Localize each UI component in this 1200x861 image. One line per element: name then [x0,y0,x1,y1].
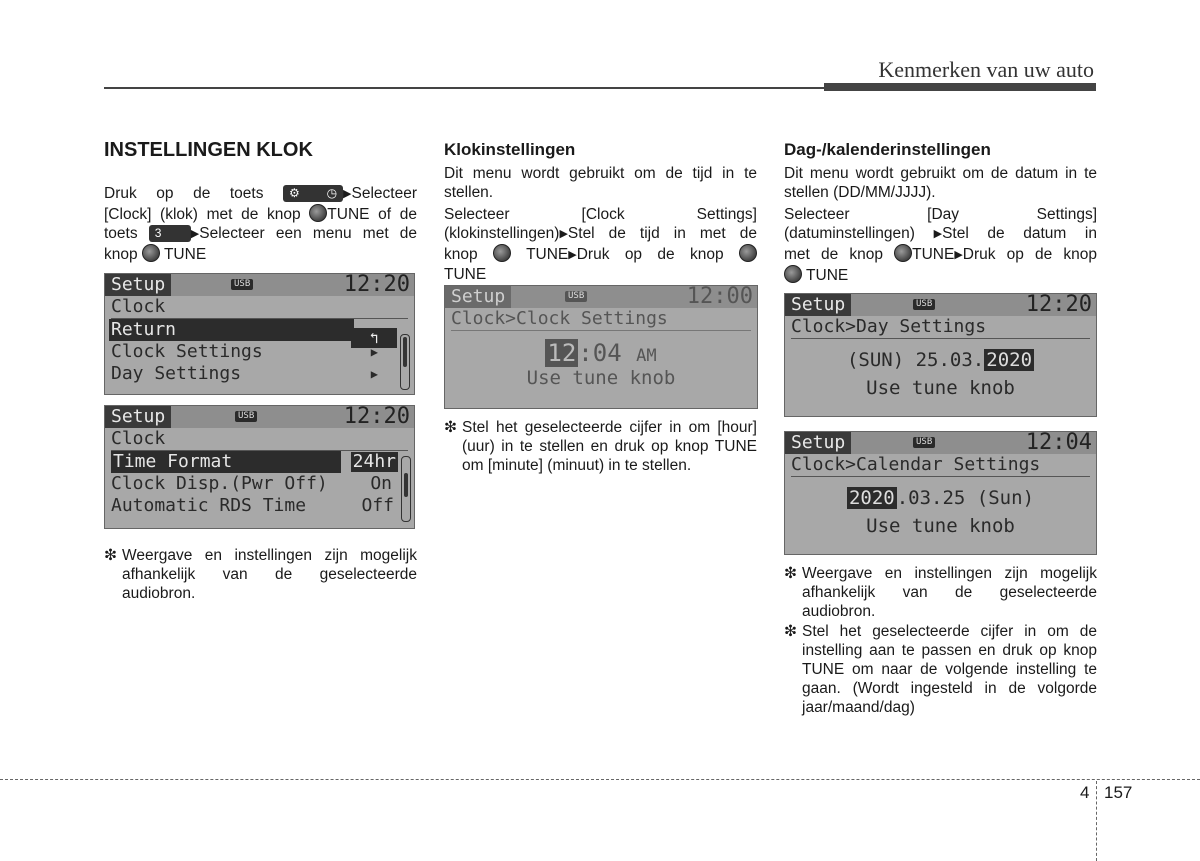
section-heading: Klokinstellingen [444,140,576,159]
section-heading: Dag-/kalenderinstellingen [784,140,991,159]
lcd-clock: 12:20 [343,273,410,297]
return-arrow-icon: ↰ [351,328,397,348]
lcd-clock: 12:04 [1025,431,1092,455]
minute-field: 04 [592,339,622,367]
lcd-menu-title: Clock>Day Settings [791,316,987,337]
lcd-status-bar [105,274,414,296]
tune-knob-icon [142,244,160,262]
arrow-right-icon: ▶ [954,249,963,261]
lcd-menu-item-day-settings: Day Settings ▶ [111,363,378,384]
instruction-line-3: toets 3 ▶Selecteer een menu met de [104,225,418,242]
usb-badge: USB [231,279,253,290]
note-col3-1: ❇ Weergave en instellingen zijn mogelijk afhankelijk van de geselecteerde audiobron. [784,565,1097,620]
page-number: 157 [1104,783,1133,802]
tune-knob-icon [784,265,802,283]
tune-knob-icon [894,244,912,262]
lcd-clock: 12:00 [686,285,753,309]
lcd-screen-clock-menu [104,273,415,395]
setup-tab: Setup [785,432,851,454]
arrow-right-icon: ▶ [568,249,577,261]
lcd-status-bar [105,406,414,428]
arrow-right-icon: ▶ [933,228,943,240]
usb-badge: USB [565,291,587,302]
note-symbol-icon: ❇ [784,623,797,640]
lcd-menu-title: Clock [111,296,166,317]
running-header: Kenmerken van uw auto [878,57,1094,82]
lcd-status-bar [785,294,1096,316]
col3-intro: Dit menu wordt gebruikt om de datum in te stellen (DD/MM/JJJJ). [784,165,1097,201]
lcd-hint: Use tune knob [866,515,1015,537]
note-symbol-icon: ❇ [784,565,797,582]
col2-intro: Dit menu wordt gebruikt om de tijd in te stellen. [444,165,757,201]
note-col2: ❇ Stel het geselecteerde cijfer in om [hour] (uur) in te stellen en druk op knop TUNE om [minute] (minuut) in te stellen. [444,419,757,474]
lcd-menu-title: Clock>Calendar Settings [791,454,1041,475]
usb-badge: USB [913,437,935,448]
setup-tab: Setup [105,274,171,296]
note-symbol-icon: ❇ [104,547,117,564]
lcd-menu-title: Clock>Clock Settings [451,308,668,329]
lcd-status-bar [785,432,1096,454]
lcd-status-bar [445,286,757,308]
tune-knob-icon [739,244,757,262]
lcd-divider [791,338,1090,339]
col2-instructions: Selecteer [Clock Settings] (klokinstellingen)▶Stel de tijd in met de knop TUNE▶Druk op de knop TUNE [444,206,757,283]
arrow-right-icon: ▶ [559,228,568,240]
lcd-date-setter: (SUN) 25.03. 2020 [846,349,1033,371]
usb-badge: USB [913,299,935,310]
lcd-screen-clock-settings [444,285,758,409]
chapter-number: 4 [1080,783,1090,802]
setup-tab: Setup [105,406,171,428]
lcd-menu-item-clock-settings: Clock Settings ▶ [111,341,378,362]
lcd-date-setter: 2020 .03.25 (Sun) [848,487,1035,509]
lcd-screen-day-settings [784,293,1097,417]
tune-knob-icon [493,244,511,262]
preset-3-button-image: 3 [149,225,191,242]
lcd-option-rds-time: Automatic RDS Time Off [111,495,394,516]
instruction-line-4: knop TUNE [104,246,207,263]
lcd-screen-clock-options [104,405,415,529]
lcd-clock: 12:20 [343,405,410,429]
year-field: 2020 [848,487,895,509]
year-field: 2020 [986,349,1033,371]
col1-instructions [104,184,417,264]
lcd-menu-title: Clock [111,428,166,449]
lcd-menu-item-return: Return [109,319,354,341]
footer-rule [0,779,1200,780]
lcd-scrollbar [400,334,410,390]
lcd-hint: Use tune knob [526,367,676,389]
lcd-divider [451,330,751,331]
lcd-option-time-format: Time Format 24hr [113,451,396,472]
tune-knob-icon [309,204,327,222]
chevron-right-icon: ▶ [370,345,378,359]
instruction-line-2: [Clock] (klok) met de knop TUNE of de [104,206,417,223]
setup-tab: Setup [785,294,851,316]
lcd-divider [791,476,1090,477]
usb-badge: USB [235,411,257,422]
instruction-line-1: Druk op de toets ⚙ ◷ ▶Selecteer [104,185,417,202]
chevron-right-icon: ▶ [370,367,378,381]
footer-divider [1096,781,1097,861]
lcd-option-clock-disp: Clock Disp.(Pwr Off) On [111,473,392,494]
note-col3-2: ❇ Stel het geselecteerde cijfer in om de instelling aan te passen en druk op knop TUNE om naar de volgende instelling te gaan. (Wordt ingesteld in de volgorde jaar/maand/dag) [784,623,1097,716]
hour-field: 12 [547,339,577,367]
lcd-screen-calendar-settings [784,431,1097,555]
note-symbol-icon: ❇ [444,419,457,436]
arrow-right-icon: ▶ [343,188,352,200]
arrow-right-icon: ▶ [190,228,200,240]
lcd-clock: 12:20 [1025,293,1092,317]
col3-instructions: Selecteer [Day Settings] (datuminstellingen) ▶Stel de datum in met de knop TUNE▶Druk op de knop TUNE [784,206,1097,284]
lcd-scrollbar [401,456,411,522]
section-heading: INSTELLINGEN KLOK [104,139,313,161]
setup-clock-button-image: ⚙ ◷ [283,185,343,202]
ampm-field: AM [636,346,657,366]
lcd-time-setter: 12:04 AM [547,339,657,367]
setup-tab: Setup [445,286,511,308]
header-rule [104,87,824,89]
lcd-hint: Use tune knob [866,377,1015,399]
header-rule-thick [824,83,1096,91]
note-col1: ❇ Weergave en instellingen zijn mogelijk afhankelijk van de geselecteerde audiobron. [104,547,417,602]
